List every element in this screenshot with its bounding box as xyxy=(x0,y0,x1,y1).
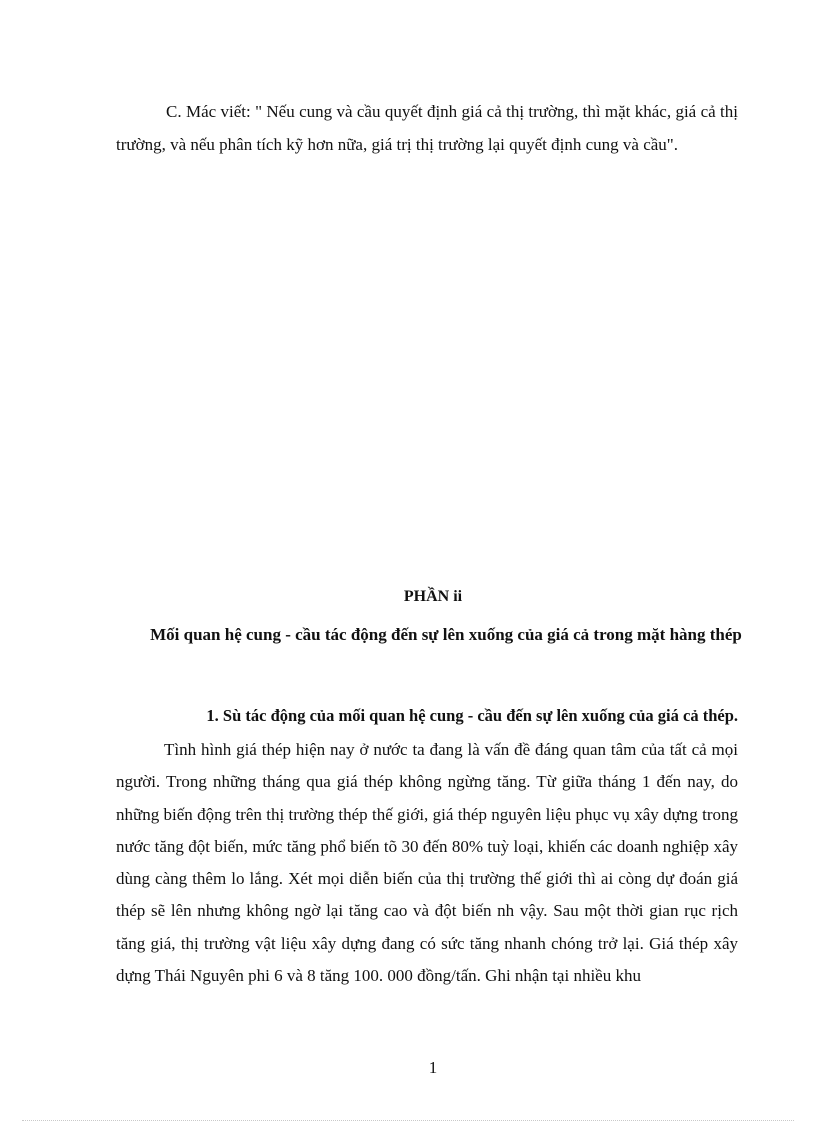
part-subtitle: Mối quan hệ cung - cầu tác động đến sự lên xuống của giá cả trong mặt hàng thép xyxy=(150,625,742,644)
section-heading: 1. Sù tác động của mối quan hệ cung - cầu đến sự lên xuống của giá cả thép. xyxy=(206,706,738,725)
page-number: 1 xyxy=(428,1058,438,1077)
page-bottom-border xyxy=(22,1120,794,1121)
part-title: PHẦN ii xyxy=(403,588,463,605)
body-paragraph: Tình hình giá thép hiện nay ở nước ta đang là vấn đề đáng quan tâm của tất cả mọi người. Trong những tháng qua giá thép không ngừng tăng. Từ giữa tháng 1 đến nay, do những biến động trên thị trường thép thế giới, giá thép nguyên liệu phục vụ xây dựng trong nước tăng đột biến, mức tăng phổ biến tõ 30 đến 80% tuỳ loại, khiến các doanh nghiệp xây dùng càng thêm lo lắng. Xét mọi diễn biến của thị trường thế giới thì ai còng dự đoán giá thép sẽ lên nhưng không ngờ lại tăng cao và đột biến nh vậy. Sau một thời gian rục rịch tăng giá, thị trường vật liệu xây dựng đang có sức tăng nhanh chóng trở lại. Giá thép xây dựng Thái Nguyên phi 6 và 8 tăng 100. 000 đồng/tấn. Ghi nhận tại nhiều khu xyxy=(116,740,738,986)
quote-paragraph: C. Mác viết: " Nếu cung và cầu quyết định giá cả thị trường, thì mặt khác, giá cả thị trường, và nếu phân tích kỹ hơn nữa, giá trị thị trường lại quyết định cung và cầu". xyxy=(116,102,738,154)
